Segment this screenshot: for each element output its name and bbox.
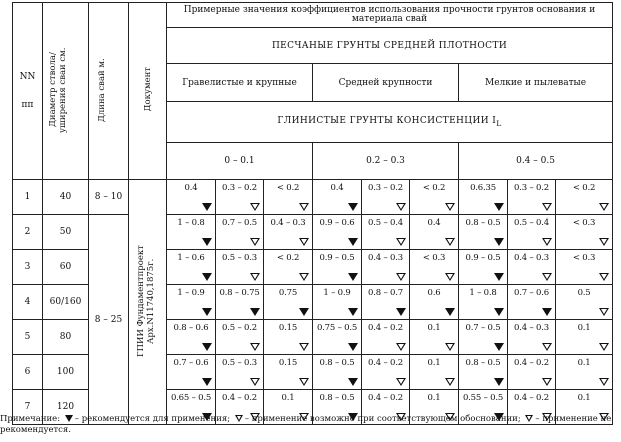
note-label: Примечание: — [0, 414, 61, 424]
coefficient-cell — [508, 215, 556, 250]
recommended-triangle-icon — [494, 343, 504, 351]
not-recommended-triangle-icon — [299, 343, 309, 351]
coefficient-value: 1 – 0.8 — [469, 288, 497, 298]
row-diameter: 60/160 — [43, 285, 89, 320]
possible-triangle-icon — [542, 378, 552, 386]
coefficient-value: 0.1 — [577, 393, 591, 403]
possible-triangle-icon — [542, 273, 552, 281]
coefficient-value: 0.8 – 0.5 — [319, 358, 355, 368]
note-recommended: – рекомендуется для применения; — [74, 414, 231, 424]
pile-length-long: 8 – 25 — [89, 215, 129, 425]
coefficient-value: 0.15 — [278, 323, 298, 333]
possible-triangle-icon — [396, 273, 406, 281]
coefficient-value: 0.8 – 0.5 — [465, 358, 501, 368]
coefficient-value: 0.6 — [427, 288, 441, 298]
coefficient-cell — [264, 320, 313, 355]
coefficient-value: 0.4 — [184, 183, 198, 193]
recommended-triangle-icon — [494, 203, 504, 211]
not-recommended-triangle-icon — [445, 378, 455, 386]
coefficient-table — [12, 2, 613, 425]
coefficient-cell — [313, 285, 362, 320]
coefficient-cell — [410, 285, 459, 320]
coefficient-cell — [264, 285, 313, 320]
coefficient-cell — [362, 180, 410, 215]
coefficient-value: 0.4 — [427, 218, 441, 228]
coefficient-cell — [459, 180, 508, 215]
coefficient-value: 0.3 – 0.2 — [222, 183, 257, 193]
recommended-triangle-icon — [348, 238, 358, 246]
coefficient-value: 0.7 – 0.6 — [514, 288, 549, 298]
coefficient-value: < 0.3 — [422, 253, 446, 263]
coefficient-value: 0.1 — [427, 393, 441, 403]
recommended-triangle-icon — [494, 273, 504, 281]
coefficient-value: 0.6.35 — [470, 183, 496, 193]
coefficient-value: 0.4 – 0.2 — [368, 393, 403, 403]
coefficient-value: 0.8 – 0.6 — [173, 323, 209, 333]
recommended-triangle-icon — [202, 308, 212, 316]
coefficient-value: < 0.2 — [276, 253, 300, 263]
coefficient-value: 0.5 – 0.4 — [368, 218, 403, 228]
sand-group-gravel: Гравелистые и крупные — [167, 64, 313, 102]
coefficient-cell — [216, 320, 264, 355]
row-diameter: 80 — [43, 320, 89, 355]
coefficient-value: 0.5 – 0.4 — [514, 218, 549, 228]
coefficient-value: < 0.3 — [572, 218, 596, 228]
not-recommended-triangle-icon — [599, 203, 609, 211]
coefficient-value: 0.4 – 0.3 — [514, 253, 549, 263]
nn-header — [13, 3, 43, 180]
recommended-triangle-icon — [348, 378, 358, 386]
coefficient-cell — [167, 215, 216, 250]
recommended-triangle-icon — [202, 273, 212, 281]
document-header — [129, 3, 167, 180]
coefficient-value: 0.4 – 0.3 — [514, 323, 549, 333]
possible-triangle-icon — [542, 203, 552, 211]
pile-length-short: 8 – 10 — [89, 180, 129, 215]
row-diameter: 120 — [43, 390, 89, 425]
coefficient-value: 0.75 – 0.5 — [316, 323, 358, 333]
recommended-triangle-icon — [348, 308, 358, 316]
coefficient-cell — [216, 355, 264, 390]
coefficient-cell — [362, 285, 410, 320]
coefficient-cell — [264, 355, 313, 390]
coefficient-value: < 0.2 — [422, 183, 446, 193]
coefficient-cell — [556, 355, 613, 390]
table-footnote — [0, 414, 612, 436]
coefficient-value: 0.7 – 0.6 — [173, 358, 209, 368]
coefficient-value: 0.4 – 0.2 — [368, 323, 403, 333]
coefficient-value: 0.55 – 0.5 — [462, 393, 504, 403]
coefficient-value: 0.15 — [278, 358, 298, 368]
coefficient-cell — [362, 355, 410, 390]
recommended-triangle-icon — [202, 203, 212, 211]
document-text: ГПИИ Фундаментпроект Арх.N11740,1875г. — [135, 244, 156, 357]
coefficient-cell — [556, 250, 613, 285]
coefficient-cell — [264, 250, 313, 285]
coefficient-value: 0.8 – 0.5 — [319, 393, 355, 403]
coefficient-cell — [313, 215, 362, 250]
row-number: 6 — [13, 355, 43, 390]
possible-triangle-icon — [250, 238, 260, 246]
coefficient-value: 0.4 — [330, 183, 344, 193]
coefficient-value: 0.65 – 0.5 — [170, 393, 212, 403]
coefficient-cell — [362, 215, 410, 250]
coefficient-cell — [167, 180, 216, 215]
row-number: 4 — [13, 285, 43, 320]
coefficient-value: 0.4 – 0.3 — [368, 253, 403, 263]
document-header-label: Документ — [142, 67, 153, 112]
row-number: 2 — [13, 215, 43, 250]
recommended-triangle-icon — [494, 308, 504, 316]
coefficient-cell — [216, 250, 264, 285]
coefficient-value: 0.1 — [577, 323, 591, 333]
diameter-header-label: Диаметр ствола/уширения сваи см. — [47, 46, 68, 133]
sand-group-medium: Средней крупности — [313, 64, 459, 102]
coefficient-cell — [313, 355, 362, 390]
possible-triangle-icon — [542, 238, 552, 246]
not-recommended-triangle-icon — [599, 238, 609, 246]
coefficient-value: 0.8 – 0.7 — [368, 288, 403, 298]
coefficient-value: 0.1 — [577, 358, 591, 368]
recommended-triangle-icon — [202, 378, 212, 386]
sand-header: ПЕСЧАНЫЕ ГРУНТЫ СРЕДНЕЙ ПЛОТНОСТИ — [167, 28, 613, 64]
recommended-triangle-icon — [348, 273, 358, 281]
possible-triangle-icon — [396, 343, 406, 351]
row-number: 7 — [13, 390, 43, 425]
not-recommended-triangle-icon — [299, 238, 309, 246]
coefficient-cell — [313, 180, 362, 215]
coefficient-cell — [459, 285, 508, 320]
coefficient-cell — [556, 180, 613, 215]
coefficient-value: < 0.3 — [572, 253, 596, 263]
coefficient-value: 0.8 – 0.75 — [219, 288, 260, 298]
coefficient-value: 0.7 – 0.5 — [465, 323, 501, 333]
possible-triangle-icon — [235, 415, 243, 422]
not-recommended-triangle-icon — [599, 343, 609, 351]
row-number: 1 — [13, 180, 43, 215]
coefficient-value: 0.5 – 0.3 — [222, 253, 257, 263]
recommended-triangle-icon — [396, 308, 406, 316]
not-recommended-triangle-icon — [445, 203, 455, 211]
coefficient-cell — [556, 285, 613, 320]
recommended-triangle-icon — [348, 343, 358, 351]
coefficient-cell — [459, 215, 508, 250]
coefficient-cell — [167, 250, 216, 285]
coefficient-value: 0.4 – 0.2 — [368, 358, 403, 368]
not-recommended-triangle-icon — [445, 343, 455, 351]
row-diameter: 50 — [43, 215, 89, 250]
coefficient-cell — [313, 250, 362, 285]
range-high: 0.4 – 0.5 — [459, 143, 613, 180]
recommended-triangle-icon — [494, 378, 504, 386]
coefficient-cell — [216, 285, 264, 320]
recommended-triangle-icon — [542, 308, 552, 316]
note-possible: – применение возможно при соответствующем обосновании; — [244, 414, 521, 424]
row-diameter: 100 — [43, 355, 89, 390]
coefficient-value: 0.7 – 0.5 — [222, 218, 257, 228]
document-cell — [129, 180, 167, 425]
coefficient-cell — [508, 180, 556, 215]
coefficient-cell — [508, 250, 556, 285]
possible-triangle-icon — [396, 238, 406, 246]
coefficient-value: 0.75 — [278, 288, 298, 298]
coefficient-value: 0.9 – 0.5 — [465, 253, 501, 263]
coefficient-cell — [264, 215, 313, 250]
coefficient-cell — [410, 250, 459, 285]
table-title: Примерные значения коэффициентов использования прочности грунтов основания и материала свай — [167, 3, 613, 28]
coefficient-value: 0.1 — [427, 358, 441, 368]
coefficient-value: 0.9 – 0.5 — [319, 253, 355, 263]
coefficient-cell — [508, 285, 556, 320]
coefficient-value: 0.1 — [427, 323, 441, 333]
coefficient-value: < 0.2 — [276, 183, 300, 193]
clay-header — [167, 102, 613, 143]
coefficient-cell — [410, 215, 459, 250]
coefficient-cell — [410, 180, 459, 215]
clay-header-label: ГЛИНИСТЫЕ ГРУНТЫ КОНСИСТЕНЦИИ I — [277, 116, 497, 127]
possible-triangle-icon — [250, 273, 260, 281]
coefficient-cell — [459, 320, 508, 355]
coefficient-cell — [167, 320, 216, 355]
not-recommended-triangle-icon — [445, 238, 455, 246]
not-recommended-triangle-icon — [299, 378, 309, 386]
coefficient-value: 0.5 — [577, 288, 591, 298]
possible-triangle-icon — [599, 308, 609, 316]
recommended-triangle-icon — [250, 308, 260, 316]
diameter-header — [43, 3, 89, 180]
possible-triangle-icon — [396, 203, 406, 211]
length-header — [89, 3, 129, 180]
not-recommended-triangle-icon — [599, 378, 609, 386]
range-low: 0 – 0.1 — [167, 143, 313, 180]
note-not-recommended: – применение не рекомендуется. — [0, 414, 612, 435]
not-recommended-triangle-icon — [299, 273, 309, 281]
recommended-triangle-icon — [202, 238, 212, 246]
coefficient-cell — [556, 215, 613, 250]
sand-group-fine: Мелкие и пылеватые — [459, 64, 613, 102]
possible-triangle-icon — [250, 378, 260, 386]
coefficient-value: 1 – 0.9 — [177, 288, 205, 298]
coefficient-cell — [459, 355, 508, 390]
table-row — [13, 215, 613, 250]
nn-label: NN — [19, 72, 36, 82]
not-recommended-triangle-icon — [445, 273, 455, 281]
row-number: 5 — [13, 320, 43, 355]
length-header-label: Длина свай м. — [96, 57, 107, 122]
coefficient-cell — [167, 355, 216, 390]
pile-coefficient-table-sheet — [12, 2, 612, 414]
coefficient-cell — [508, 320, 556, 355]
coefficient-value: 0.3 – 0.2 — [514, 183, 549, 193]
not-recommended-triangle-icon — [299, 203, 309, 211]
coefficient-cell — [362, 250, 410, 285]
recommended-triangle-icon — [202, 343, 212, 351]
coefficient-cell — [410, 355, 459, 390]
coefficient-cell — [167, 285, 216, 320]
row-diameter: 40 — [43, 180, 89, 215]
row-number: 3 — [13, 250, 43, 285]
possible-triangle-icon — [250, 343, 260, 351]
coefficient-value: 0.3 – 0.2 — [368, 183, 403, 193]
pp-label: пп — [21, 100, 34, 110]
coefficient-value: 1 – 0.6 — [177, 253, 205, 263]
possible-triangle-icon — [396, 378, 406, 386]
row-diameter: 60 — [43, 250, 89, 285]
coefficient-value: 1 – 0.9 — [323, 288, 351, 298]
coefficient-cell — [556, 320, 613, 355]
not-recommended-triangle-icon — [525, 415, 533, 422]
coefficient-cell — [216, 215, 264, 250]
coefficient-cell — [459, 250, 508, 285]
clay-header-subscript: L — [496, 118, 502, 128]
coefficient-value: 0.4 – 0.2 — [514, 393, 549, 403]
coefficient-value: < 0.2 — [572, 183, 596, 193]
possible-triangle-icon — [542, 343, 552, 351]
range-mid: 0.2 – 0.3 — [313, 143, 459, 180]
coefficient-cell — [410, 320, 459, 355]
recommended-triangle-icon — [348, 203, 358, 211]
coefficient-value: 0.5 – 0.2 — [222, 323, 257, 333]
recommended-triangle-icon — [494, 238, 504, 246]
coefficient-value: 0.1 — [281, 393, 295, 403]
recommended-triangle-icon — [299, 308, 309, 316]
coefficient-value: 0.4 – 0.3 — [270, 218, 306, 228]
coefficient-cell — [216, 180, 264, 215]
possible-triangle-icon — [250, 203, 260, 211]
coefficient-cell — [508, 355, 556, 390]
recommended-triangle-icon — [65, 415, 73, 422]
coefficient-value: 0.5 – 0.3 — [222, 358, 257, 368]
coefficient-value: 0.9 – 0.6 — [319, 218, 355, 228]
coefficient-cell — [362, 320, 410, 355]
coefficient-value: 1 – 0.8 — [177, 218, 205, 228]
recommended-triangle-icon — [445, 308, 455, 316]
coefficient-cell — [264, 180, 313, 215]
coefficient-value: 0.8 – 0.5 — [465, 218, 501, 228]
coefficient-value: 0.4 – 0.2 — [514, 358, 549, 368]
table-row — [13, 180, 613, 215]
not-recommended-triangle-icon — [599, 273, 609, 281]
coefficient-cell — [313, 320, 362, 355]
coefficient-value: 0.4 – 0.2 — [222, 393, 257, 403]
